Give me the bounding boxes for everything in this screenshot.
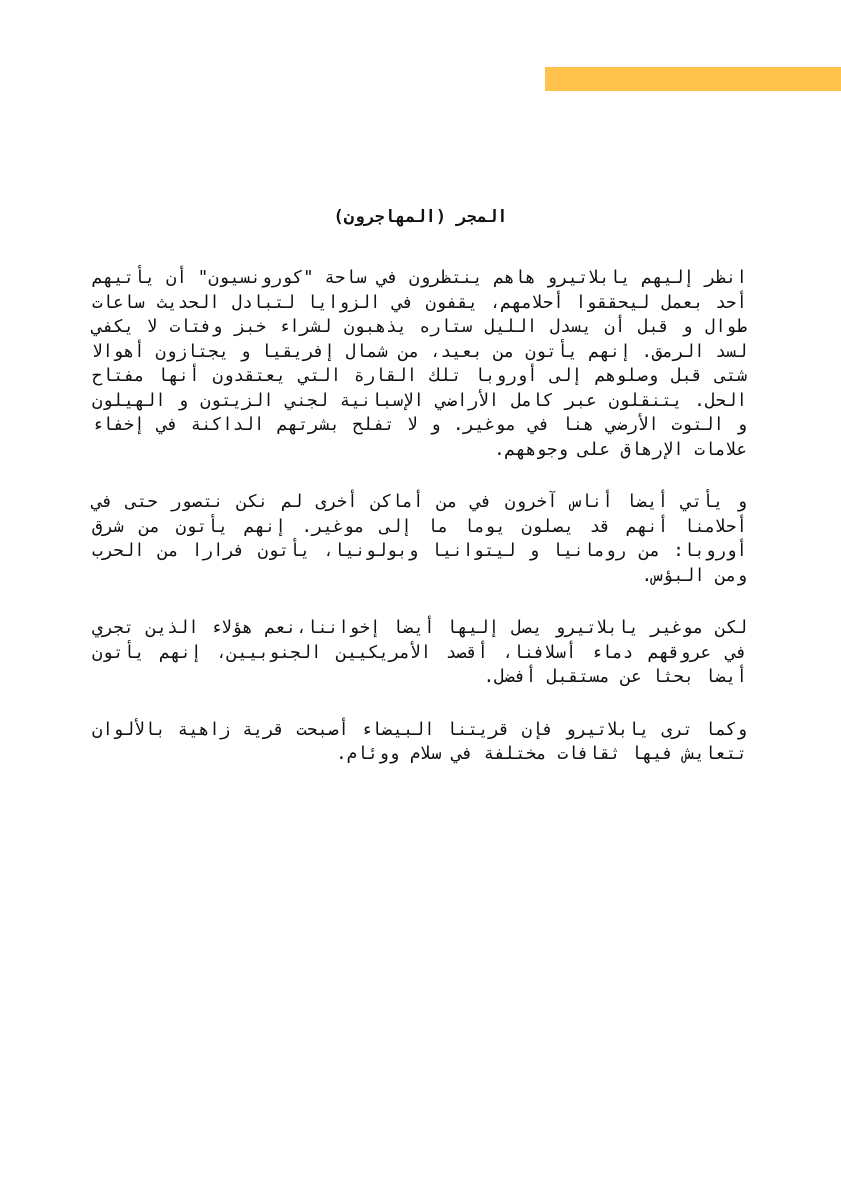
- paragraph-3: لكن موغير يابلاتيرو يصل إليها أيضا إخواننا،نعم هؤلاء الذين تجري في عروقهم دماء أسلافنا، أقصد الأمريكيين الجنوبيين، إنهم يأتون أيضا بحثا عن مستقبل أفضل.: [92, 618, 747, 687]
- paragraph-2: و يأتي أيضا أناس آخرون في من أماكن أخرى لم نكن نتصور حتى في أحلامنا أنهم قد يصلون يوما ما إلى موغير. إنهم يأتون من شرق أوروبا: من رومانيا و ليتوانيا وبولونيا، يأتون فرارا من الحرب ومن البؤس.: [92, 492, 747, 586]
- paragraph-1: انظر إليهم يابلاتيرو هاهم ينتظرون في ساحة "كورونسيون" أن يأتيهم أحد بعمل ليحققوا أحلامهم، يقفون في الزوايا لتبادل الحديث ساعات طوال و قبل أن يسدل الليل ستاره يذهبون لشراء خبز وفتات لا يكفي لسد الرمق. إنهم يأتون من بعيد، من شمال إفريقيا و يجتازون أهوالا شتى قبل وصلوهم إلى أوروبا تلك القارة التي يعتقدون أنها مفتاح الحل. يتنقلون عبر كامل الأراضي الإسبانية لجني الزيتون و الهيلون و التوت الأرضي هنا في موغير. و لا تفلح بشرتهم الداكنة في إخفاء علامات الإرهاق على وجوههم.: [92, 268, 747, 460]
- header-accent-bar: [545, 67, 841, 91]
- paragraph-4: وكما ترى يابلاتيرو فإن قريتنا البيضاء أصبحت قرية زاهية بالألوان تتعايش فيها ثقافات مختلفة في سلام ووئام.: [92, 719, 747, 764]
- document-body: [92, 266, 747, 795]
- document-title: المجر (المهاجرون): [333, 207, 508, 228]
